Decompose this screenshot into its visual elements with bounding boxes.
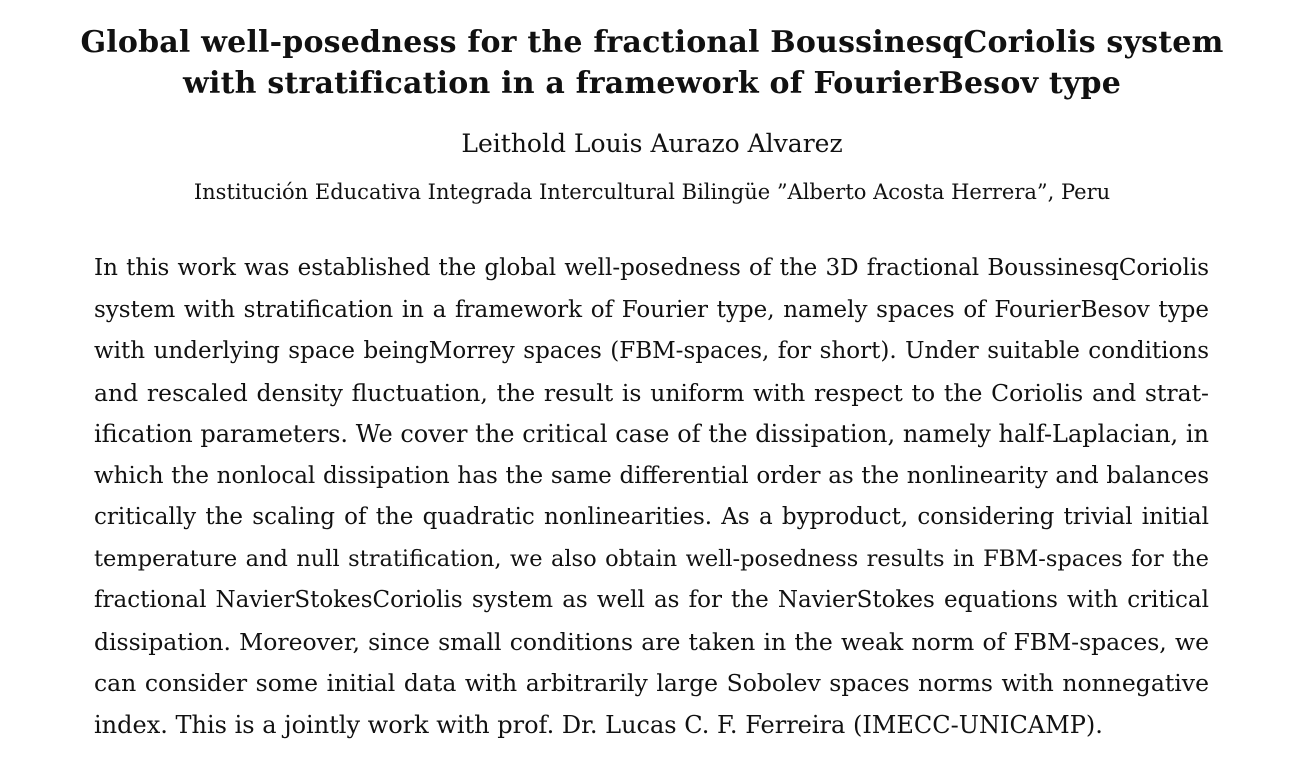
abstract-line: temperature and null stratification, we also obtain well-posedness results in FBM-spaces for the bbox=[94, 545, 1209, 572]
abstract-line: In this work was established the global well-posedness of the 3D fractional BoussinesqCoriolis bbox=[94, 255, 1209, 281]
title-line-2: with stratification in a framework of FourierBesov type bbox=[183, 66, 1121, 101]
abstract-line: which the nonlocal dissipation has the same differential order as the nonlinearity and balances bbox=[94, 462, 1209, 489]
abstract-line: with underlying space beingMorrey spaces (FBM-spaces, for short). Under suitable conditions bbox=[94, 338, 1209, 364]
abstract-line: dissipation. Moreover, since small conditions are taken in the weak norm of FBM-spaces, we bbox=[94, 627, 1209, 656]
abstract-line: critically the scaling of the quadratic nonlinearities. As a byproduct, considering trivial initial bbox=[94, 504, 1209, 530]
abstract-body bbox=[94, 248, 1209, 746]
abstract-line: can consider some initial data with arbitrarily large Sobolev spaces norms with nonnegative bbox=[94, 669, 1209, 697]
author-name: Leithold Louis Aurazo Alvarez bbox=[461, 129, 843, 158]
title-line-1: Global well-posedness for the fractional BoussinesqCoriolis system bbox=[80, 25, 1224, 60]
paper-title bbox=[60, 22, 1244, 104]
abstract-line: index. This is a jointly work with prof. Dr. Lucas C. F. Ferreira (IMECC-UNICAMP). bbox=[94, 710, 1103, 739]
author-affiliation: Institución Educativa Integrada Intercultural Bilingüe ”Alberto Acosta Herrera”, Peru bbox=[193, 180, 1111, 204]
abstract-line: system with stratification in a framework of Fourier type, namely spaces of FourierBesov type bbox=[94, 296, 1209, 323]
abstract-line: ification parameters. We cover the critical case of the dissipation, namely half-Laplacian, in bbox=[94, 420, 1209, 448]
abstract-line: fractional NavierStokesCoriolis system as well as for the NavierStokes equations with critical bbox=[94, 587, 1209, 613]
abstract-line: and rescaled density fluctuation, the result is uniform with respect to the Coriolis and strat- bbox=[94, 378, 1209, 407]
